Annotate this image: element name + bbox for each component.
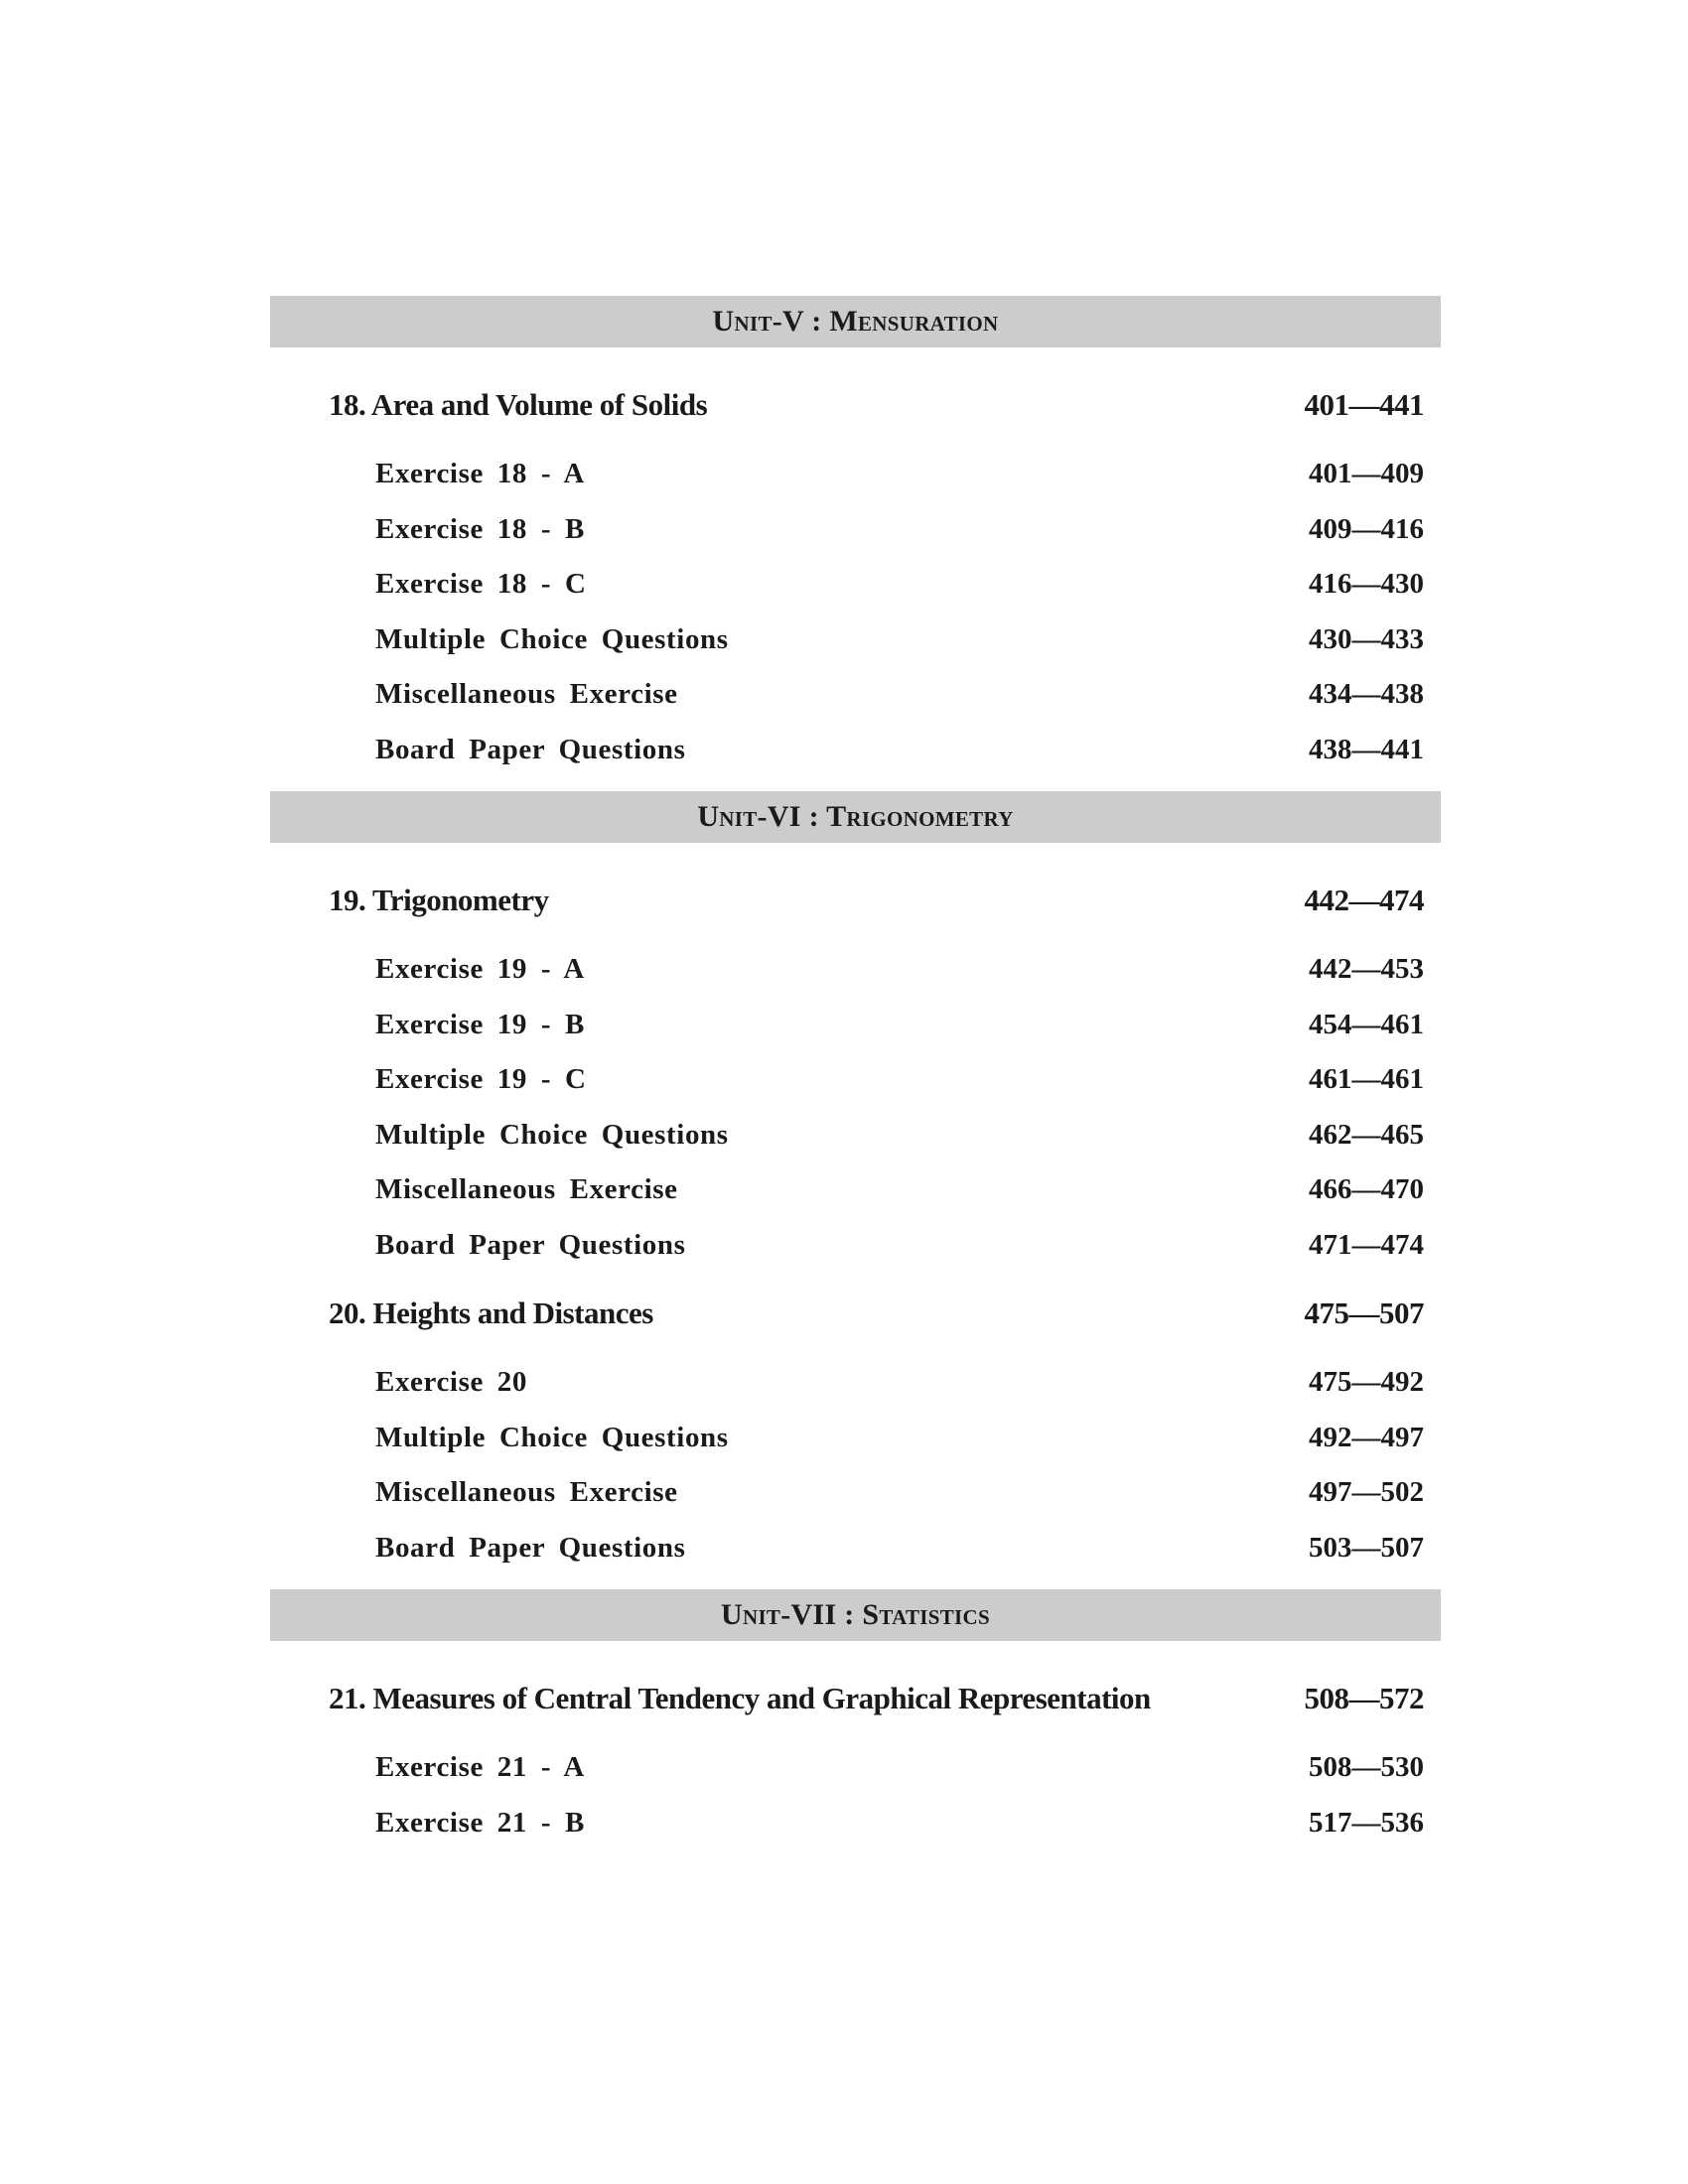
- unit-header-mensuration: Unit-V : Mensuration: [270, 296, 1441, 347]
- page-range: 416—430: [1309, 568, 1424, 600]
- item-title: Miscellaneous Exercise: [375, 1476, 678, 1508]
- page-range: 454—461: [1309, 1009, 1424, 1040]
- item-title: Exercise 18 - A: [375, 458, 585, 489]
- item-title: Exercise 19 - B: [375, 1009, 585, 1040]
- toc-item-row[interactable]: [0, 1057, 1688, 1101]
- page-range: 497—502: [1309, 1476, 1424, 1508]
- toc-item-row[interactable]: [0, 617, 1688, 661]
- toc-item-row[interactable]: [0, 1745, 1688, 1789]
- toc-item-row[interactable]: [0, 1526, 1688, 1570]
- page-range: 466—470: [1309, 1173, 1424, 1205]
- toc-item-row[interactable]: [0, 728, 1688, 771]
- toc-item-row[interactable]: [0, 507, 1688, 551]
- page-range: 471—474: [1309, 1229, 1424, 1261]
- toc-item-row[interactable]: [0, 1801, 1688, 1844]
- chapter-title: 19. Trigonometry: [329, 883, 549, 917]
- item-title: Exercise 20: [375, 1366, 527, 1398]
- toc-item-row[interactable]: [0, 562, 1688, 606]
- item-title: Exercise 19 - C: [375, 1063, 587, 1095]
- item-title: Multiple Choice Questions: [375, 1119, 729, 1151]
- page-range: 508—572: [1304, 1681, 1424, 1715]
- page-range: 401—409: [1309, 458, 1424, 489]
- page-range: 503—507: [1309, 1532, 1424, 1564]
- page-range: 442—474: [1304, 883, 1424, 917]
- toc-item-row[interactable]: [0, 1113, 1688, 1157]
- item-title: Exercise 19 - A: [375, 953, 585, 985]
- toc-chapter-row[interactable]: [0, 1677, 1688, 1720]
- item-title: Exercise 18 - B: [375, 513, 585, 545]
- toc-item-row[interactable]: [0, 1223, 1688, 1267]
- page-range: 462—465: [1309, 1119, 1424, 1151]
- page-range: 434—438: [1309, 678, 1424, 710]
- toc-item-row[interactable]: [0, 672, 1688, 716]
- toc-item-row[interactable]: [0, 1003, 1688, 1046]
- page-range: 442—453: [1309, 953, 1424, 985]
- toc-item-row[interactable]: [0, 947, 1688, 991]
- page-range: 492—497: [1309, 1422, 1424, 1453]
- item-title: Multiple Choice Questions: [375, 623, 729, 655]
- toc-chapter-row[interactable]: [0, 383, 1688, 427]
- item-title: Miscellaneous Exercise: [375, 678, 678, 710]
- page-range: 430—433: [1309, 623, 1424, 655]
- toc-item-row[interactable]: [0, 452, 1688, 495]
- item-title: Board Paper Questions: [375, 734, 686, 765]
- item-title: Exercise 18 - C: [375, 568, 587, 600]
- toc-item-row[interactable]: [0, 1360, 1688, 1404]
- chapter-title: 21. Measures of Central Tendency and Graphical Representation: [329, 1681, 1151, 1715]
- page-range: 475—507: [1304, 1296, 1424, 1330]
- toc-item-row[interactable]: [0, 1470, 1688, 1514]
- toc-chapter-row[interactable]: [0, 1292, 1688, 1335]
- page-range: 438—441: [1309, 734, 1424, 765]
- toc-item-row[interactable]: [0, 1416, 1688, 1459]
- chapter-title: 20. Heights and Distances: [329, 1296, 653, 1330]
- unit-header-trigonometry: Unit-VI : Trigonometry: [270, 791, 1441, 843]
- page-range: 401—441: [1304, 387, 1424, 422]
- item-title: Board Paper Questions: [375, 1229, 686, 1261]
- page-range: 461—461: [1309, 1063, 1424, 1095]
- page-range: 517—536: [1309, 1807, 1424, 1839]
- toc-chapter-row[interactable]: [0, 879, 1688, 922]
- item-title: Exercise 21 - B: [375, 1807, 585, 1839]
- item-title: Multiple Choice Questions: [375, 1422, 729, 1453]
- page-range: 508—530: [1309, 1751, 1424, 1783]
- unit-header-statistics: Unit-VII : Statistics: [270, 1589, 1441, 1641]
- page-range: 475—492: [1309, 1366, 1424, 1398]
- item-title: Miscellaneous Exercise: [375, 1173, 678, 1205]
- page-range: 409—416: [1309, 513, 1424, 545]
- item-title: Board Paper Questions: [375, 1532, 686, 1564]
- item-title: Exercise 21 - A: [375, 1751, 585, 1783]
- chapter-title: 18. Area and Volume of Solids: [329, 387, 708, 422]
- toc-item-row[interactable]: [0, 1167, 1688, 1211]
